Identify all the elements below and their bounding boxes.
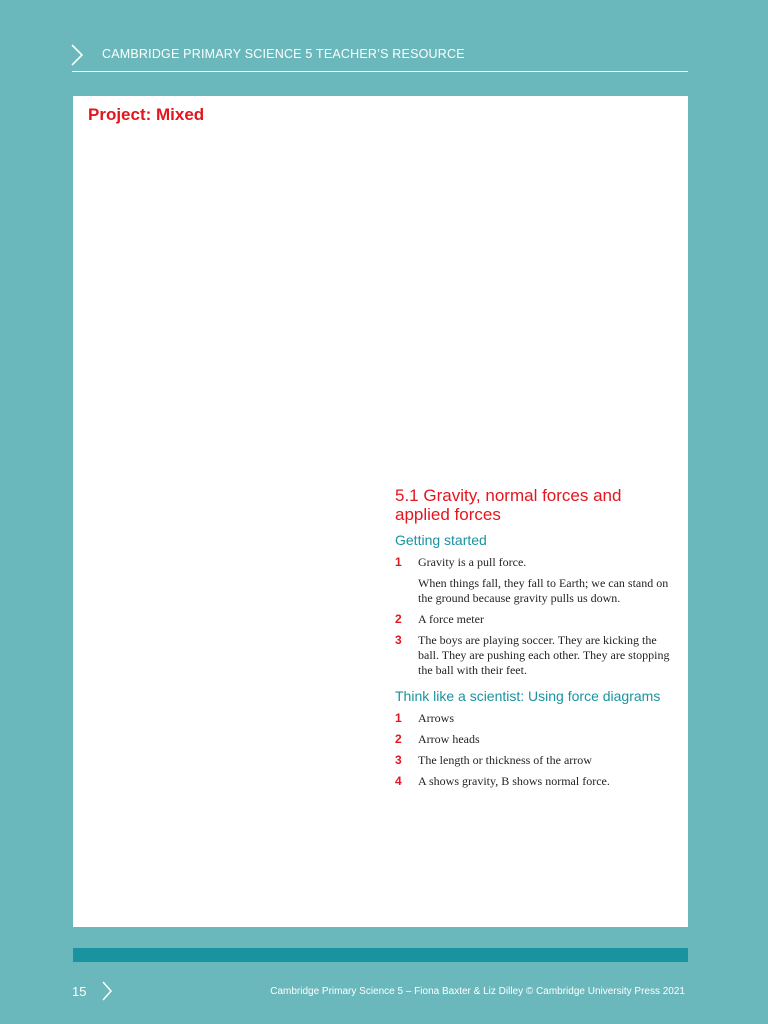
item-text: The boys are playing soccer. They are kicking the ball. They are pushing each other. They are stopping the ball with their feet. — [418, 633, 670, 677]
clipped-heading: Project: Mixed — [88, 105, 205, 124]
content-panel — [73, 96, 688, 927]
list-item — [395, 753, 671, 768]
item-number: 2 — [395, 732, 402, 746]
section-title: 5.1 Gravity, normal forces and applied forces — [395, 486, 622, 524]
list-item — [395, 711, 671, 726]
chevron-right-icon[interactable] — [101, 981, 113, 1001]
getting-started-heading: Getting started — [395, 532, 487, 548]
copyright-notice: Cambridge Primary Science 5 – Fiona Baxter & Liz Dilley © Cambridge University Press 2021 — [270, 986, 685, 997]
think-like-scientist-heading: Think like a scientist: Using force diagrams — [395, 688, 661, 704]
item-number: 3 — [395, 753, 402, 767]
list-item — [395, 774, 671, 789]
item-text: Arrows — [418, 711, 454, 725]
item-number: 2 — [395, 612, 402, 626]
item-number: 4 — [395, 774, 402, 788]
footer-bar — [73, 948, 688, 962]
item-text: Gravity is a pull force. — [418, 555, 527, 569]
header-divider — [72, 71, 688, 72]
list-item — [395, 732, 671, 747]
list-item — [395, 612, 671, 627]
item-text: Arrow heads — [418, 732, 480, 746]
chevron-right-icon — [70, 44, 84, 66]
item-note: When things fall, they fall to Earth; we can stand on the ground because gravity pulls us down. — [418, 576, 669, 605]
item-number: 1 — [395, 711, 402, 725]
page-number: 15 — [72, 984, 87, 999]
item-text: A shows gravity, B shows normal force. — [418, 774, 610, 788]
list-item — [395, 555, 671, 606]
item-number: 1 — [395, 555, 402, 569]
answers-column — [395, 486, 671, 795]
item-text: The length or thickness of the arrow — [418, 753, 592, 767]
running-header-title: CAMBRIDGE PRIMARY SCIENCE 5 TEACHER’S RESOURCE — [102, 47, 465, 61]
item-text: A force meter — [418, 612, 484, 626]
item-number: 3 — [395, 633, 402, 647]
list-item — [395, 633, 671, 678]
